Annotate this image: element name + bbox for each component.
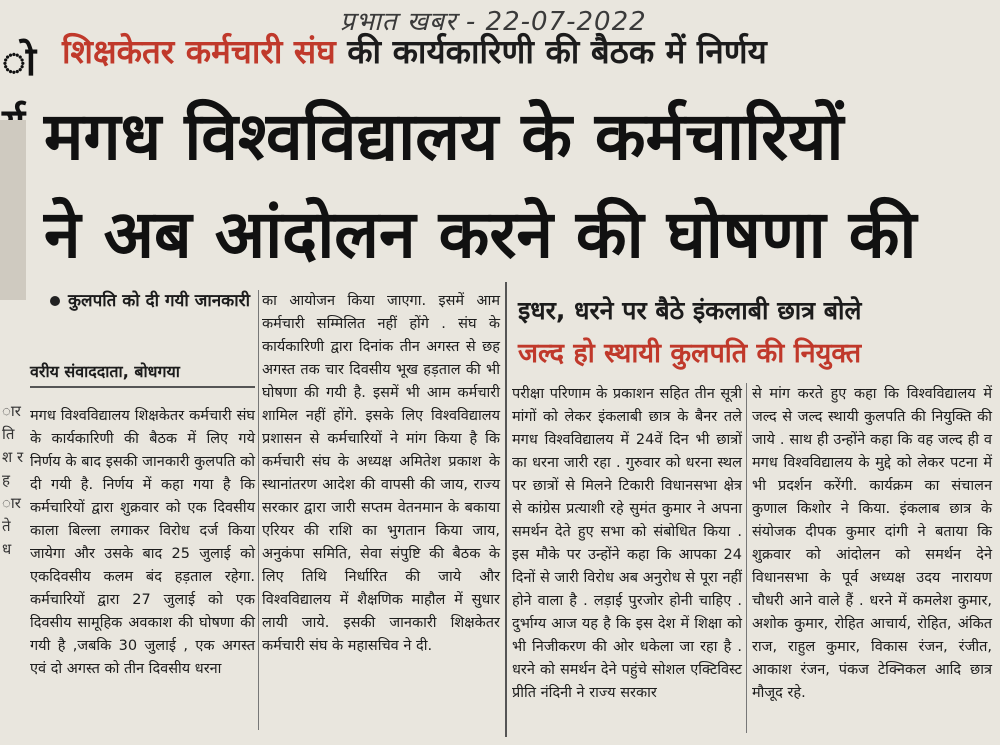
side-story-headline: इधर, धरने पर बैठे इंकलाबी छात्र बोले: [518, 296, 862, 325]
side-story-subheadline: जल्द हो स्थायी कुलपति की नियुक्त: [518, 338, 862, 369]
story-divider: [505, 282, 507, 737]
cropped-photo-strip: [0, 120, 26, 300]
side-story-column-2: से मांग करते हुए कहा कि विश्वविद्यालय में जल्द से जल्द स्थायी कुलपति की नियुक्ति की जाये . साथ ही उन्होंने कहा कि वह जल्द ही व मगध विश्वविद्यालय के मुद्दे को लेकर पटना में भी प्रदर्शन करेंगी. कार्यक्रम का संचालन कुणाल किशोर ने किया. इंकलाब छात्र के संयोजक दीपक कुमार दांगी ने बताया कि शुक्रवार को आंदोलन को समर्थन देने विधानसभा के पूर्व अध्यक्ष उदय नारायण चौधरी आने वाले हैं . धरने में कमलेश कुमार, अशोक कुमार, रोहित आचार्य, रोहित, अंकित राज, राहुल कुमार, विकास रंजन, रंजीत, आकाश रंजन, पंकज टेक्निकल आदि छात्र मौजूद रहे.: [752, 386, 992, 701]
bullet-icon: [50, 296, 60, 306]
subheading-text: कुलपति को दी गयी जानकारी: [68, 291, 250, 311]
handwritten-date-note: प्रभात खबर - 22-07-2022: [340, 7, 647, 37]
kicker-rest: की कार्यकारिणी की बैठक में निर्णय: [335, 32, 767, 71]
article-column-1: मगध विश्वविद्यालय शिक्षकेतर कर्मचारी संघ के कार्यकारिणी की बैठक में लिए गये निर्णय के बाद इसकी जानकारी कुलपति को दी गयी है. निर्णय में कहा गया है कि कर्मचारियों द्वारा शुक्रवार को एक दिवसीय काला बिल्ला लगाकर विरोध दर्ज किया जायेगा और उसके बाद 25 जुलाई को एकदिवसीय कलम बंद हड़ताल रहेगा. कर्मचारियों द्वारा 27 जुलाई को एक दिवसीय सामूहिक अवकाश की घोषणा की गयी है ,जबकि 30 जुलाई , एक अगस्त एवं दो अगस्त को तीन दिवसीय धरना: [30, 408, 255, 677]
kicker-line: [62, 28, 767, 73]
subheading: [50, 288, 255, 314]
side-story-column-1: परीक्षा परिणाम के प्रकाशन सहित तीन सूत्री मांगों को लेकर इंकलाबी छात्र के बैनर तले मगध विश्वविद्यालय में 24वें दिन भी छात्रों का धरना जारी रहा . गुरुवार को धरना स्थल पर छात्रों से मिलने टिकारी विधानसभा क्षेत्र से कांग्रेस प्रत्याशी रहे सुमंत कुमार ने अपना समर्थन देते हुए सभा को संबोधित किया . इस मौके पर उन्होंने कहा कि आपका 24 दिनों से जारी विरोध अब अनुरोध से पूरा नहीं होने वाला है . लड़ाई पुरजोर होनी चाहिए . दुर्भाग्य आज यह है कि इस देश में शिक्षा को भी निजीकरण की ओर धकेला जा रहा है . धरने को समर्थन देने पहुंचे सोशल एक्टिविस्ट प्रीति नंदिनी ने राज्य सरकार: [512, 386, 742, 701]
side-column-divider: [746, 383, 747, 733]
kicker-highlight: शिक्षकेतर कर्मचारी संघ: [62, 32, 336, 71]
byline: वरीय संवाददाता, बोधगया: [30, 360, 255, 388]
cropped-left-column: ार ति श र ह ार ते ध: [2, 402, 24, 558]
column-divider: [258, 290, 259, 730]
cropped-edge-text-top: ो: [2, 39, 37, 85]
headline-line-1: मगध विश्वविद्यालय के कर्मचारियों: [44, 98, 844, 175]
headline-line-2: ने अब आंदोलन करने की घोषणा की: [44, 196, 917, 273]
article-column-2: का आयोजन किया जाएगा. इसमें आम कर्मचारी सम्मिलित नहीं होंगे . संघ के कार्यकारिणी द्वारा दिनांक तीन अगस्त से छह अगस्त तक चार दिवसीय भूख हड़ताल की भी घोषणा की गयी है. इसमें भी आम कर्मचारी शामिल नहीं होंगे. इसके लिए विश्वविद्यालय प्रशासन से कर्मचारियों ने मांग किया है कि कर्मचारी संघ के अध्यक्ष अमितेश प्रकाश के स्थानांतरण आदेश की वापसी की जाय, राज्य सरकार द्वारा जारी सप्तम वेतनमान के बकाया एरियर की राशि का भुगतान किया जाय, अनुकंपा समिति, सेवा संपुष्टि की बैठक के लिए तिथि निर्धारित की जाये और विश्वविद्यालय में शैक्षणिक माहौल में सुधार लायी जाये. इसकी जानकारी शिक्षकेतर कर्मचारी संघ के महासचिव ने दी.: [262, 293, 500, 654]
